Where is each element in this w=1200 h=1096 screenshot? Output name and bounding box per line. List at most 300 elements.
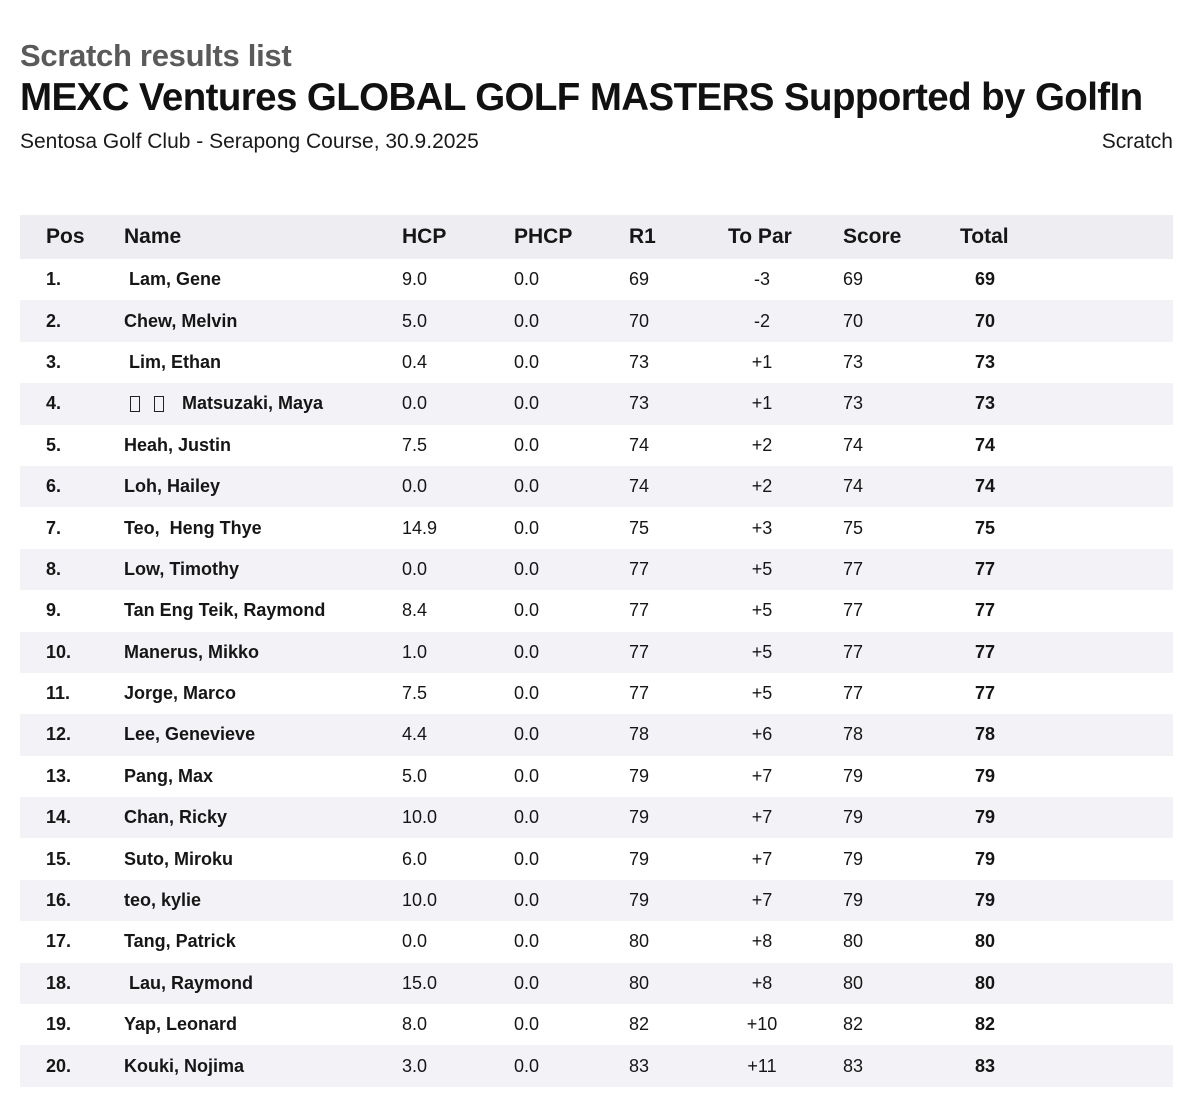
cell-name <box>124 632 259 673</box>
cell-name-text: Pang, Max <box>124 765 214 786</box>
cell-name-text: Lim, Ethan <box>124 351 222 372</box>
cell-to-par <box>722 714 802 755</box>
cell-name-text: Manerus, Mikko <box>124 641 260 662</box>
cell-to-par <box>722 1045 802 1086</box>
cell-hcp <box>402 1004 427 1045</box>
cell-name-text: Tang, Patrick <box>124 931 236 952</box>
cell-name <box>124 756 213 797</box>
cell-phcp-text: 0.0 <box>514 972 540 993</box>
cell-r1 <box>629 300 649 341</box>
cell-r1 <box>629 714 649 755</box>
cell-score-text: 69 <box>843 269 864 290</box>
cell-pos <box>46 1004 71 1045</box>
cell-pos-text: 15. <box>46 848 72 869</box>
cell-phcp-text: 0.0 <box>514 517 540 538</box>
cell-hcp <box>402 342 427 383</box>
cell-phcp-text: 0.0 <box>514 1014 540 1035</box>
cell-total <box>962 1045 1008 1086</box>
cell-hcp <box>402 714 427 755</box>
cell-total-text: 70 <box>974 310 996 331</box>
cell-total-text: 79 <box>974 765 996 786</box>
cell-total <box>962 383 1008 424</box>
cell-total-text: 83 <box>974 1055 996 1076</box>
results-table <box>20 215 1173 1087</box>
cell-hcp <box>402 921 427 962</box>
table-row <box>20 880 1173 921</box>
cell-to-par-text: +7 <box>751 765 773 786</box>
cell-pos <box>46 549 61 590</box>
cell-pos <box>46 425 61 466</box>
cell-phcp <box>514 425 539 466</box>
cell-score-text: 74 <box>843 434 864 455</box>
cell-to-par-text: +7 <box>751 848 773 869</box>
cell-score <box>843 300 863 341</box>
cell-score <box>843 838 863 879</box>
cell-phcp <box>514 300 539 341</box>
cell-to-par-text: +5 <box>751 683 773 704</box>
cell-phcp-text: 0.0 <box>514 931 540 952</box>
cell-pos <box>46 756 71 797</box>
cell-name-text: Yap, Leonard <box>124 1014 238 1035</box>
cell-score-text: 83 <box>843 1055 864 1076</box>
cell-pos <box>46 797 71 838</box>
cell-total-text: 80 <box>974 972 996 993</box>
cell-hcp-text: 0.0 <box>402 558 428 579</box>
column-header-to-par: To Par <box>728 225 792 248</box>
cell-total <box>962 590 1008 631</box>
cell-pos <box>46 632 71 673</box>
cell-name-text: Lam, Gene <box>124 269 222 290</box>
cell-name-text: Low, Timothy <box>124 558 239 579</box>
cell-score-text: 82 <box>843 1014 864 1035</box>
cell-phcp <box>514 714 539 755</box>
cell-pos-text: 10. <box>46 641 72 662</box>
cell-phcp <box>514 963 539 1004</box>
cell-total <box>962 507 1008 548</box>
table-row <box>20 673 1173 714</box>
cell-hcp <box>402 300 427 341</box>
cell-name-text: Chew, Melvin <box>124 310 238 331</box>
cell-score <box>843 466 863 507</box>
cell-hcp <box>402 590 427 631</box>
cell-r1-text: 79 <box>629 765 650 786</box>
cell-phcp-text: 0.0 <box>514 310 540 331</box>
cell-hcp-text: 14.9 <box>402 517 438 538</box>
cell-phcp-text: 0.0 <box>514 600 540 621</box>
cell-to-par-text: +6 <box>751 724 773 745</box>
cell-to-par <box>722 756 802 797</box>
list-kicker: Scratch results list <box>20 38 292 73</box>
cell-to-par <box>722 838 802 879</box>
cell-score <box>843 632 863 673</box>
cell-to-par <box>722 590 802 631</box>
cell-total <box>962 838 1008 879</box>
cell-score-text: 73 <box>843 393 864 414</box>
cell-score <box>843 963 863 1004</box>
cell-phcp-text: 0.0 <box>514 476 540 497</box>
cell-hcp <box>402 383 427 424</box>
cell-to-par <box>722 921 802 962</box>
cell-hcp-text: 4.4 <box>402 724 428 745</box>
cell-phcp <box>514 507 539 548</box>
cell-pos <box>46 673 70 714</box>
cell-score <box>843 507 863 548</box>
cell-name <box>124 590 325 631</box>
cell-hcp <box>402 259 427 300</box>
cell-phcp <box>514 383 539 424</box>
table-row <box>20 425 1173 466</box>
cell-pos-text: 3. <box>46 351 62 372</box>
cell-hcp <box>402 507 437 548</box>
cell-pos-text: 19. <box>46 1014 72 1035</box>
cell-total-text: 79 <box>974 807 996 828</box>
cell-total <box>962 466 1008 507</box>
table-header-row <box>20 215 1173 259</box>
cell-phcp <box>514 549 539 590</box>
cell-name-text: Heah, Justin <box>124 434 232 455</box>
cell-phcp-text: 0.0 <box>514 558 540 579</box>
cell-name <box>124 507 262 548</box>
cell-phcp <box>514 838 539 879</box>
cell-score-text: 79 <box>843 765 864 786</box>
table-row <box>20 921 1173 962</box>
cell-to-par-text: +7 <box>751 807 773 828</box>
cell-hcp-text: 5.0 <box>402 310 428 331</box>
cell-score <box>843 549 863 590</box>
cell-hcp <box>402 673 427 714</box>
table-row <box>20 507 1173 548</box>
cell-to-par-text: +2 <box>751 476 773 497</box>
cell-hcp-text: 6.0 <box>402 848 428 869</box>
cell-phcp <box>514 632 539 673</box>
cell-r1 <box>629 590 649 631</box>
cell-score <box>843 921 863 962</box>
cell-hcp-text: 7.5 <box>402 683 428 704</box>
cell-name-text: Kouki, Nojima <box>124 1055 245 1076</box>
cell-r1 <box>629 259 649 300</box>
cell-phcp <box>514 880 539 921</box>
cell-hcp <box>402 549 427 590</box>
cell-total-text: 78 <box>974 724 996 745</box>
table-row <box>20 383 1173 424</box>
cell-phcp <box>514 673 539 714</box>
cell-r1 <box>629 963 649 1004</box>
cell-to-par-text: +7 <box>751 890 773 911</box>
cell-pos-text: 14. <box>46 807 72 828</box>
flag-icons <box>130 396 178 412</box>
cell-score-text: 77 <box>843 683 864 704</box>
cell-total <box>962 756 1008 797</box>
table-row <box>20 838 1173 879</box>
cell-hcp <box>402 838 427 879</box>
cell-r1 <box>629 838 649 879</box>
cell-to-par-text: +1 <box>751 393 773 414</box>
cell-hcp-text: 8.0 <box>402 1014 428 1035</box>
cell-phcp-text: 0.0 <box>514 393 540 414</box>
table-row <box>20 342 1173 383</box>
cell-r1-text: 79 <box>629 807 650 828</box>
cell-r1-text: 74 <box>629 434 650 455</box>
cell-pos-text: 4. <box>46 393 62 414</box>
cell-hcp-text: 0.0 <box>402 476 428 497</box>
cell-name <box>124 797 227 838</box>
cell-pos <box>46 838 71 879</box>
cell-r1 <box>629 921 649 962</box>
cell-total <box>962 632 1008 673</box>
cell-name <box>124 549 239 590</box>
cell-to-par-text: +2 <box>751 434 773 455</box>
cell-to-par-text: -2 <box>753 310 770 331</box>
cell-to-par <box>722 342 802 383</box>
cell-to-par-text: +5 <box>751 641 773 662</box>
cell-pos-text: 8. <box>46 558 62 579</box>
cell-to-par <box>722 880 802 921</box>
cell-total <box>962 963 1008 1004</box>
cell-r1-text: 75 <box>629 517 650 538</box>
cell-pos-text: 1. <box>46 269 62 290</box>
cell-name-text: Lee, Genevieve <box>124 724 256 745</box>
cell-pos-text: 17. <box>46 931 72 952</box>
cell-total-text: 77 <box>974 600 996 621</box>
table-row <box>20 259 1173 300</box>
cell-r1-text: 83 <box>629 1055 650 1076</box>
cell-score-text: 77 <box>843 600 864 621</box>
cell-total <box>962 880 1008 921</box>
cell-total <box>962 714 1008 755</box>
table-row <box>20 797 1173 838</box>
cell-name <box>124 714 255 755</box>
cell-to-par-text: +5 <box>751 600 773 621</box>
cell-to-par <box>722 963 802 1004</box>
cell-r1 <box>629 383 649 424</box>
cell-hcp <box>402 1045 427 1086</box>
cell-phcp-text: 0.0 <box>514 434 540 455</box>
cell-score-text: 77 <box>843 558 864 579</box>
cell-phcp <box>514 1045 539 1086</box>
cell-pos <box>46 259 61 300</box>
cell-total-text: 73 <box>974 351 996 372</box>
table-body <box>20 259 1173 1087</box>
cell-hcp <box>402 880 437 921</box>
cell-total <box>962 300 1008 341</box>
cell-hcp <box>402 466 427 507</box>
cell-r1 <box>629 549 649 590</box>
cell-r1-text: 79 <box>629 848 650 869</box>
cell-total-text: 69 <box>974 269 996 290</box>
column-header-hcp: HCP <box>402 225 447 248</box>
cell-to-par-text: +3 <box>751 517 773 538</box>
cell-to-par-text: +5 <box>751 558 773 579</box>
cell-score <box>843 673 863 714</box>
cell-r1-text: 77 <box>629 641 650 662</box>
cell-hcp-text: 10.0 <box>402 807 438 828</box>
cell-pos <box>46 590 61 631</box>
cell-r1-text: 77 <box>629 600 650 621</box>
cell-to-par-text: +8 <box>751 931 773 952</box>
column-header-score: Score <box>843 225 902 248</box>
cell-name <box>124 466 220 507</box>
cell-total-text: 75 <box>974 517 996 538</box>
table-row <box>20 466 1173 507</box>
cell-score-text: 70 <box>843 310 864 331</box>
cell-to-par-text: +11 <box>747 1055 777 1076</box>
cell-score-text: 80 <box>843 931 864 952</box>
cell-hcp-text: 9.0 <box>402 269 428 290</box>
cell-hcp-text: 10.0 <box>402 890 438 911</box>
cell-phcp-text: 0.0 <box>514 1055 540 1076</box>
cell-pos-text: 12. <box>46 724 72 745</box>
cell-total <box>962 921 1008 962</box>
cell-to-par-text: +10 <box>746 1014 778 1035</box>
cell-name-text: Matsuzaki, Maya <box>182 393 324 414</box>
cell-score <box>843 1045 863 1086</box>
cell-pos-text: 7. <box>46 517 62 538</box>
table-row <box>20 1045 1173 1086</box>
cell-total <box>962 342 1008 383</box>
cell-score <box>843 259 863 300</box>
cell-total <box>962 259 1008 300</box>
cell-phcp-text: 0.0 <box>514 807 540 828</box>
cell-hcp <box>402 963 437 1004</box>
cell-score-text: 79 <box>843 848 864 869</box>
cell-r1 <box>629 673 649 714</box>
cell-score <box>843 425 863 466</box>
flag-icon <box>154 396 164 412</box>
cell-r1 <box>629 1004 649 1045</box>
cell-r1-text: 73 <box>629 393 650 414</box>
cell-score-text: 79 <box>843 890 864 911</box>
cell-r1 <box>629 425 649 466</box>
cell-phcp-text: 0.0 <box>514 683 540 704</box>
cell-score <box>843 756 863 797</box>
cell-name-text: Jorge, Marco <box>124 683 237 704</box>
cell-phcp <box>514 1004 539 1045</box>
cell-total-text: 80 <box>974 931 996 952</box>
cell-hcp-text: 0.0 <box>402 393 428 414</box>
cell-pos <box>46 1045 71 1086</box>
cell-pos-text: 6. <box>46 476 62 497</box>
cell-pos <box>46 342 61 383</box>
cell-name <box>124 673 236 714</box>
cell-score-text: 73 <box>843 351 864 372</box>
cell-hcp <box>402 632 427 673</box>
flag-icon <box>130 396 140 412</box>
cell-phcp <box>514 342 539 383</box>
cell-score-text: 78 <box>843 724 864 745</box>
cell-pos <box>46 507 61 548</box>
cell-phcp-text: 0.0 <box>514 890 540 911</box>
cell-to-par-text: +8 <box>751 972 773 993</box>
cell-score <box>843 383 863 424</box>
cell-to-par <box>722 797 802 838</box>
table-row <box>20 1004 1173 1045</box>
cell-score-text: 79 <box>843 807 864 828</box>
page-title: MEXC Ventures GLOBAL GOLF MASTERS Supported by GolfIn <box>20 76 1143 119</box>
cell-name-text: Chan, Ricky <box>124 807 228 828</box>
cell-hcp-text: 7.5 <box>402 434 428 455</box>
cell-total-text: 74 <box>974 476 996 497</box>
cell-r1-text: 77 <box>629 558 650 579</box>
cell-r1-text: 77 <box>629 683 650 704</box>
cell-total-text: 77 <box>974 558 996 579</box>
cell-hcp-text: 3.0 <box>402 1055 428 1076</box>
table-row <box>20 963 1173 1004</box>
cell-pos-text: 16. <box>46 890 72 911</box>
cell-hcp-text: 5.0 <box>402 765 428 786</box>
table-row <box>20 756 1173 797</box>
cell-phcp <box>514 590 539 631</box>
cell-hcp-text: 15.0 <box>402 972 438 993</box>
cell-name <box>124 963 253 1004</box>
cell-total <box>962 797 1008 838</box>
cell-total <box>962 1004 1008 1045</box>
cell-r1-text: 74 <box>629 476 650 497</box>
cell-to-par <box>722 549 802 590</box>
cell-r1-text: 70 <box>629 310 650 331</box>
cell-r1-text: 82 <box>629 1014 650 1035</box>
cell-hcp <box>402 425 427 466</box>
cell-pos-text: 9. <box>46 600 62 621</box>
cell-phcp <box>514 259 539 300</box>
cell-phcp-text: 0.0 <box>514 724 540 745</box>
cell-score-text: 75 <box>843 517 864 538</box>
column-header-name: Name <box>124 225 182 248</box>
cell-hcp-text: 1.0 <box>402 641 428 662</box>
cell-r1-text: 79 <box>629 890 650 911</box>
table-row <box>20 300 1173 341</box>
cell-r1 <box>629 342 649 383</box>
cell-name <box>124 342 221 383</box>
cell-name <box>124 383 323 424</box>
cell-phcp-text: 0.0 <box>514 641 540 662</box>
cell-r1 <box>629 507 649 548</box>
cell-name <box>124 921 236 962</box>
cell-pos <box>46 921 71 962</box>
cell-phcp-text: 0.0 <box>514 269 540 290</box>
cell-name-text: Loh, Hailey <box>124 476 221 497</box>
table-row <box>20 549 1173 590</box>
cell-pos-text: 20. <box>46 1055 72 1076</box>
cell-pos <box>46 880 71 921</box>
scoring-mode: Scratch <box>1101 130 1173 153</box>
cell-phcp-text: 0.0 <box>514 765 540 786</box>
cell-score <box>843 714 863 755</box>
table-row <box>20 714 1173 755</box>
cell-total-text: 77 <box>974 683 996 704</box>
cell-name <box>124 425 231 466</box>
cell-score-text: 74 <box>843 476 864 497</box>
cell-to-par-text: -3 <box>753 269 770 290</box>
cell-score <box>843 797 863 838</box>
cell-hcp <box>402 797 437 838</box>
cell-score <box>843 590 863 631</box>
cell-to-par <box>722 507 802 548</box>
cell-phcp-text: 0.0 <box>514 848 540 869</box>
cell-to-par <box>722 632 802 673</box>
cell-name-text: Tan Eng Teik, Raymond <box>124 600 326 621</box>
cell-pos-text: 2. <box>46 310 62 331</box>
table-row <box>20 590 1173 631</box>
cell-hcp <box>402 756 427 797</box>
cell-pos <box>46 963 71 1004</box>
cell-r1 <box>629 1045 649 1086</box>
cell-name-text: Suto, Miroku <box>124 848 233 869</box>
cell-total <box>962 425 1008 466</box>
cell-name <box>124 300 237 341</box>
column-header-total: Total <box>960 225 1009 248</box>
cell-total-text: 79 <box>974 848 996 869</box>
cell-r1-text: 69 <box>629 269 650 290</box>
